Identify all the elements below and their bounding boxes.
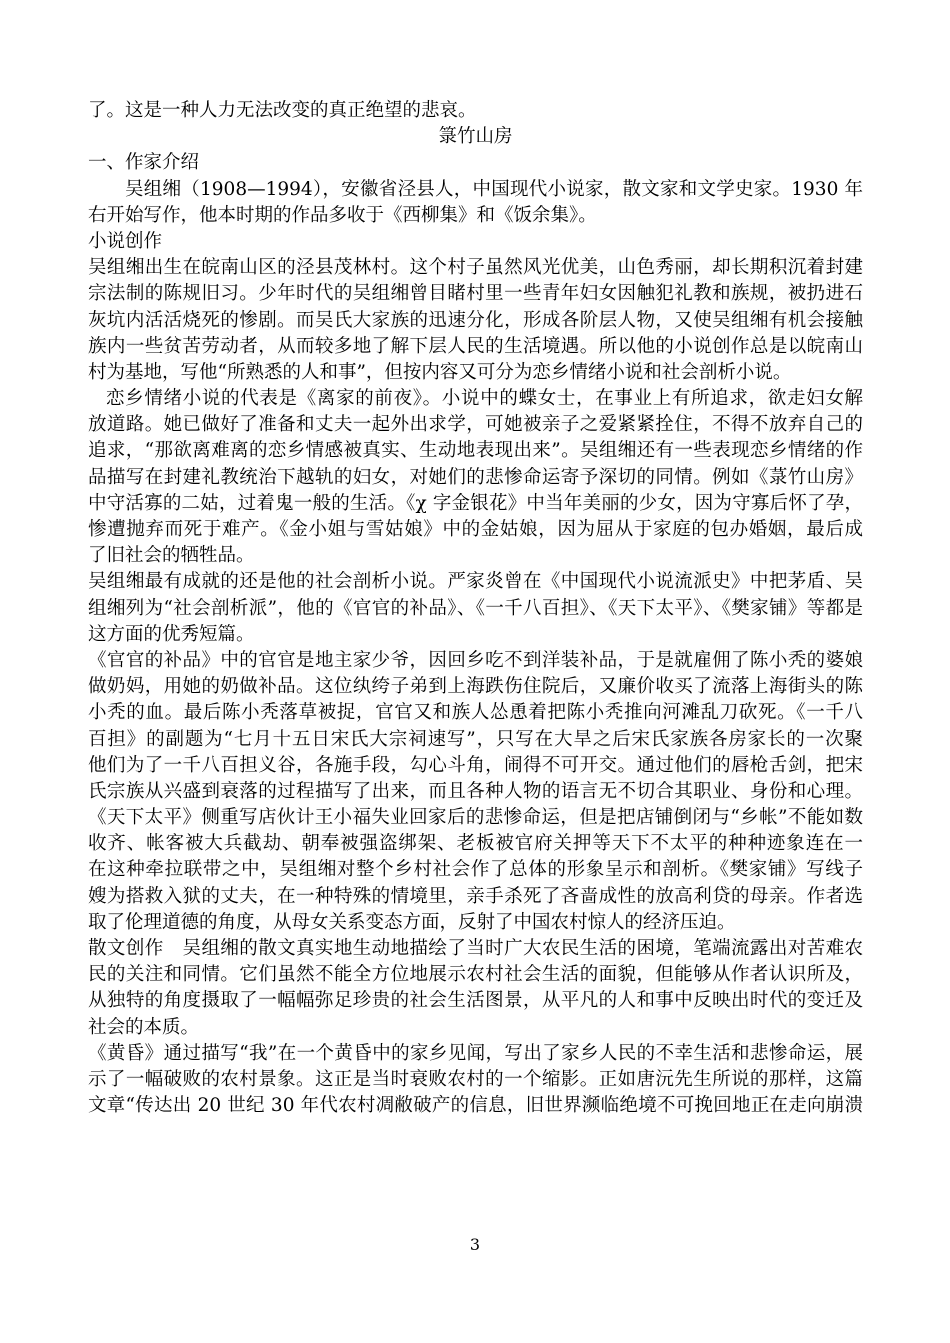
text-line: 族内一些贫苦劳动者，从而较多地了解下层人民的生活境遇。所以他的小说创作总是以皖南山	[88, 335, 863, 357]
text-line: 社会的本质。	[88, 1016, 200, 1038]
section-heading: 一、作家介绍	[88, 152, 200, 174]
text-line: 小秃的血。最后陈小秃落草被捉，官官又和族人怂恿着把陈小秃推向河滩乱刀砍死。《一千八	[88, 702, 863, 724]
subheading: 小说创作	[88, 230, 163, 252]
text-line: 散文创作 吴组缃的散文真实地生动地描绘了当时广大农民生活的困境，笔端流露出对苦难农	[88, 938, 863, 959]
text-line: 《黄昏》通过描写“我”在一个黄昏中的家乡见闻，写出了家乡人民的不幸生活和悲惨命运，展	[88, 1042, 863, 1064]
text-line: 村为基地，写他“所熟悉的人和事”，但按内容又可分为恋乡情绪小说和社会剖析小说。	[88, 361, 792, 383]
text-line: 组缃列为“社会剖析派”，他的《官官的补品》、《一千八百担》、《天下太平》、《樊家铺》等都是	[88, 597, 863, 619]
text-line: 吴组缃出生在皖南山区的泾县茂林村。这个村子虽然风光优美，山色秀丽，却长期积沉着封建	[88, 257, 863, 279]
text-line: 灰坑内活活烧死的惨剧。而吴氏大家族的迅速分化，形成各阶层人物，又使吴组缃有机会接触	[88, 309, 863, 331]
text-line: 了。这是一种人力无法改变的真正绝望的悲哀。	[88, 100, 477, 121]
text-line: 追求，“那欲离难离的恋乡情感被真实、生动地表现出来”。吴组缃还有一些表现恋乡情绪的作	[88, 440, 863, 462]
text-line: 惨遭抛弃而死于难产。《金小姐与雪姑娘》中的金姑娘，因为屈从于家庭的包办婚姻，最后成	[88, 519, 863, 540]
text-line: 民的关注和同情。它们虽然不能全方位地展示农村社会生活的面貌，但能够从作者认识所及，	[88, 964, 863, 986]
text-line: 从独特的角度摄取了一幅幅弥足珍贵的社会生活图景，从平凡的人和事中反映出时代的变迁及	[88, 990, 863, 1012]
text-line: 收齐、帐客被大兵截劫、朝奉被强盗绑架、老板被官府关押等天下不太平的种种迹象连在一	[88, 833, 863, 855]
section-title: 箓竹山房	[438, 126, 513, 148]
text-line: 了旧社会的牺牲品。	[88, 545, 255, 567]
text-line: 氏宗族从兴盛到衰落的过程描写了出来，而且各种人物的语言无不切合其职业、身份和心理。	[88, 780, 863, 802]
text-line: 品描写在封建礼教统治下越轨的妇女，对她们的悲惨命运寄予深切的同情。例如《菉竹山房》	[88, 466, 863, 488]
text-line: 嫂为搭救入狱的丈夫，在一种特殊的情境里，亲手杀死了吝啬成性的放高利贷的母亲。作者选	[88, 885, 863, 907]
text-line: 宗法制的陈规旧习。少年时代的吴组缃曾目睹村里一些青年妇女因触犯礼教和族规，被扔进石	[88, 283, 863, 305]
text-line: 他们为了一千八百担义谷，各施手段，勾心斗角，闹得不可开交。通过他们的唇枪舌剑，把宋	[88, 754, 863, 776]
text-line: 做奶妈，用她的奶做补品。这位纨绔子弟到上海跌伤住院后，又廉价收买了流落上海街头的陈	[88, 676, 863, 698]
text-line: 中守活寡的二姑，过着鬼一般的生活。《χ 字金银花》中当年美丽的少女，因为守寡后怀了孕，	[88, 492, 863, 514]
text-line: 这方面的优秀短篇。	[88, 623, 255, 645]
text-line: 吴组缃（1908—1994），安徽省泾县人，中国现代小说家，散文家和文学史家。1930 年	[125, 178, 863, 200]
text-line: 《官官的补品》中的官官是地主家少爷，因回乡吃不到洋装补品，于是就雇佣了陈小秃的婆娘	[88, 649, 863, 671]
text-line: 放道路。她已做好了准备和丈夫一起外出求学，可她被亲子之爱紧紧拴住，不得不放弃自己的	[88, 414, 863, 436]
text-line: 吴组缃最有成就的还是他的社会剖析小说。严家炎曾在《中国现代小说流派史》中把茅盾、吴	[88, 571, 863, 593]
text-line: 取了伦理道德的角度，从母女关系变态方面，反射了中国农村惊人的经济压迫。	[88, 911, 736, 933]
text-line: 百担》的副题为“七月十五日宋氏大宗祠速写”，只写在大旱之后宋氏家族各房家长的一次聚	[88, 728, 863, 750]
page-number: 3	[469, 1235, 481, 1254]
text-line: 右开始写作，他本时期的作品多收于《西柳集》和《饭余集》。	[88, 204, 597, 226]
text-line: 《天下太平》侧重写店伙计王小福失业回家后的悲惨命运，但是把店铺倒闭与“乡帐”不能如数	[88, 807, 863, 829]
document-body	[88, 98, 863, 1119]
text-line: 在这种牵拉联带之中，吴组缃对整个乡村社会作了总体的形象呈示和剖析。《樊家铺》写线子	[88, 859, 863, 881]
text-line: 文章“传达出 20 世纪 30 年代农村凋敝破产的信息，旧世界濒临绝境不可挽回地正在走向崩溃	[88, 1095, 863, 1117]
text-line: 示了一幅破败的农村景象。这正是当时衰败农村的一个缩影。正如唐沅先生所说的那样，这篇	[88, 1068, 863, 1090]
text-line: 恋乡情绪小说的代表是《离家的前夜》。小说中的蝶女士，在事业上有所追求，欲走妇女解	[106, 388, 863, 410]
